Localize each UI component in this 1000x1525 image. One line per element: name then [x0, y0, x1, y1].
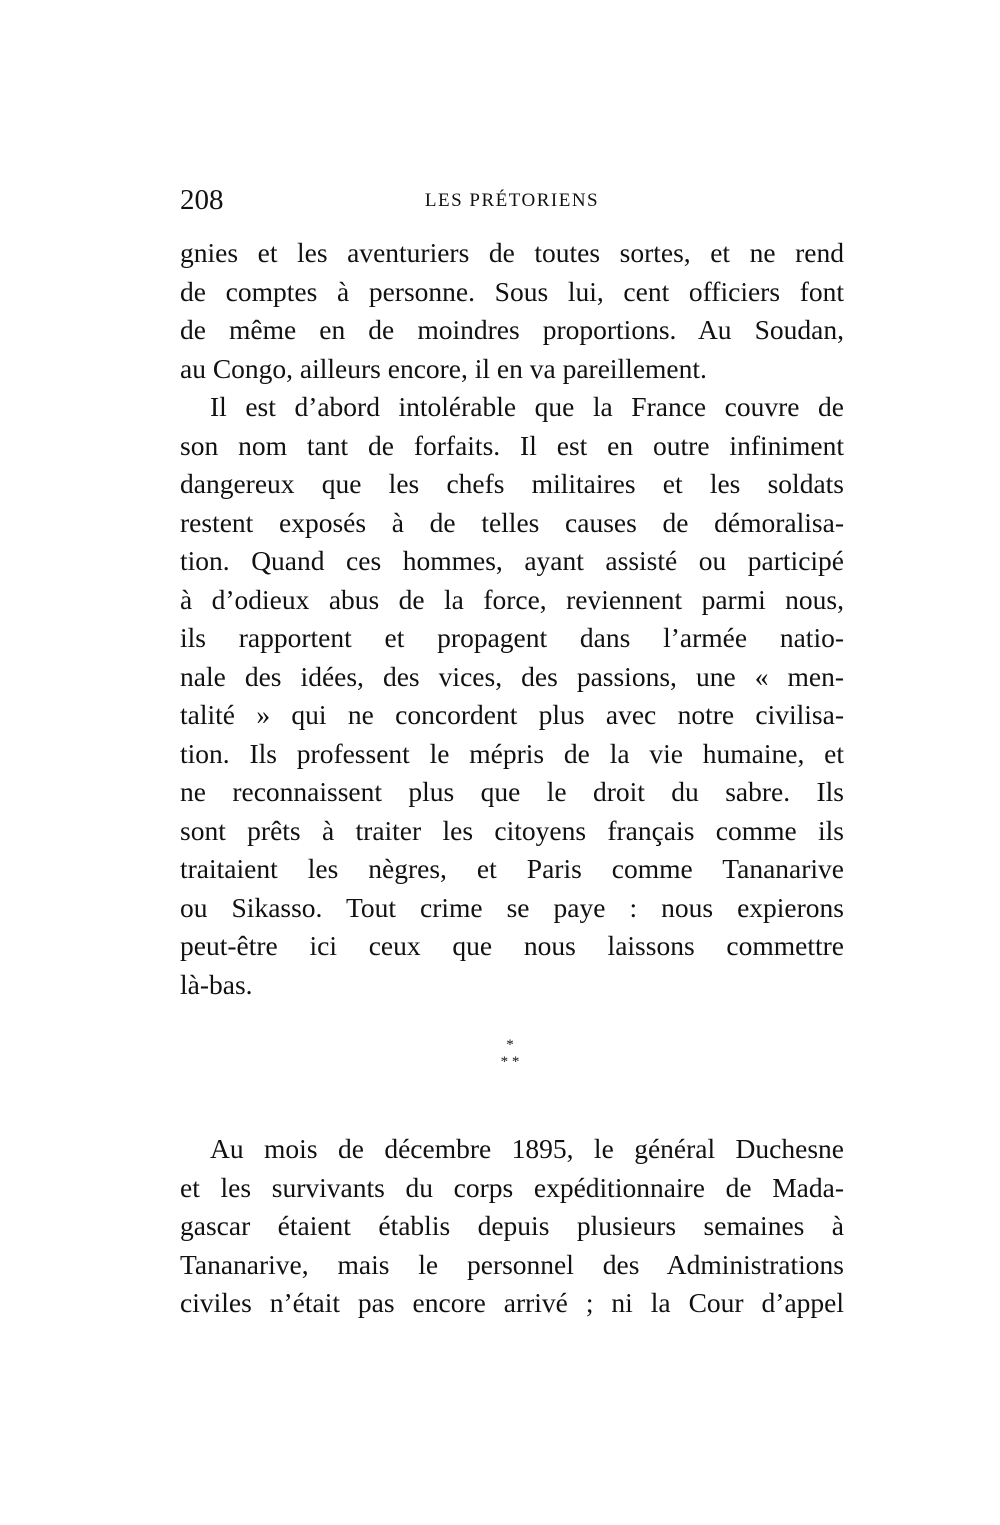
running-title: LES PRÉTORIENS — [424, 190, 600, 211]
text-line: civiles n’était pas encore arrivé ; ni la Cour d’appel — [180, 1287, 844, 1318]
text-line: de comptes à personne. Sous lui, cent officiers font — [180, 275, 844, 307]
asterism-separator — [480, 1038, 540, 1078]
text-line: peut-être ici ceux que nous laissons commettre — [180, 930, 844, 961]
paragraph-3 — [180, 1130, 844, 1323]
text-line: sont prêts à traiter les citoyens français comme ils — [180, 814, 844, 846]
text-line: gnies et les aventuriers de toutes sortes, et ne rend — [180, 237, 844, 268]
body-text-continued — [180, 1130, 844, 1323]
text-line: ils rapportent et propagent dans l’armée natio- — [180, 622, 844, 653]
text-line: de même en de moindres proportions. Au Soudan, — [180, 314, 844, 345]
text-line: tion. Quand ces hommes, ayant assisté ou participé — [180, 545, 844, 576]
running-head — [180, 180, 844, 220]
asterism-bottom: * * — [500, 1054, 520, 1070]
text-line: à d’odieux abus de la force, reviennent parmi nous, — [180, 583, 844, 615]
text-line: gascar étaient établis depuis plusieurs semaines à — [180, 1210, 844, 1241]
text-line: nale des idées, des vices, des passions, une « men- — [180, 660, 844, 692]
asterism-top: * — [506, 1037, 514, 1053]
text-line: traitaient les nègres, et Paris comme Tananarive — [180, 853, 844, 884]
text-line: talité » qui ne concordent plus avec notre civilisa- — [180, 699, 844, 730]
text-line: ou Sikasso. Tout crime se paye : nous expierons — [180, 891, 844, 923]
text-line: restent exposés à de telles causes de démoralisa- — [180, 506, 844, 538]
text-line: Il est d’abord intolérable que la France couvre de — [210, 391, 844, 422]
paragraph-1 — [180, 234, 844, 388]
text-line: Tananarive, mais le personnel des Administrations — [180, 1248, 844, 1280]
text-line: ne reconnaissent plus que le droit du sabre. Ils — [180, 776, 844, 807]
text-line: dangereux que les chefs militaires et les soldats — [180, 468, 844, 499]
text-line: au Congo, ailleurs encore, il en va pareillement. — [180, 352, 707, 384]
paragraph-2 — [180, 388, 844, 1004]
body-text — [180, 234, 844, 1004]
text-line: là-bas. — [180, 968, 253, 1000]
text-line: et les survivants du corps expéditionnaire de Mada- — [180, 1171, 844, 1203]
text-line: son nom tant de forfaits. Il est en outre infiniment — [180, 429, 844, 461]
page-number: 208 — [180, 184, 224, 216]
text-line: tion. Ils professent le mépris de la vie humaine, et — [180, 737, 844, 769]
text-line: Au mois de décembre 1895, le général Duchesne — [210, 1133, 844, 1164]
